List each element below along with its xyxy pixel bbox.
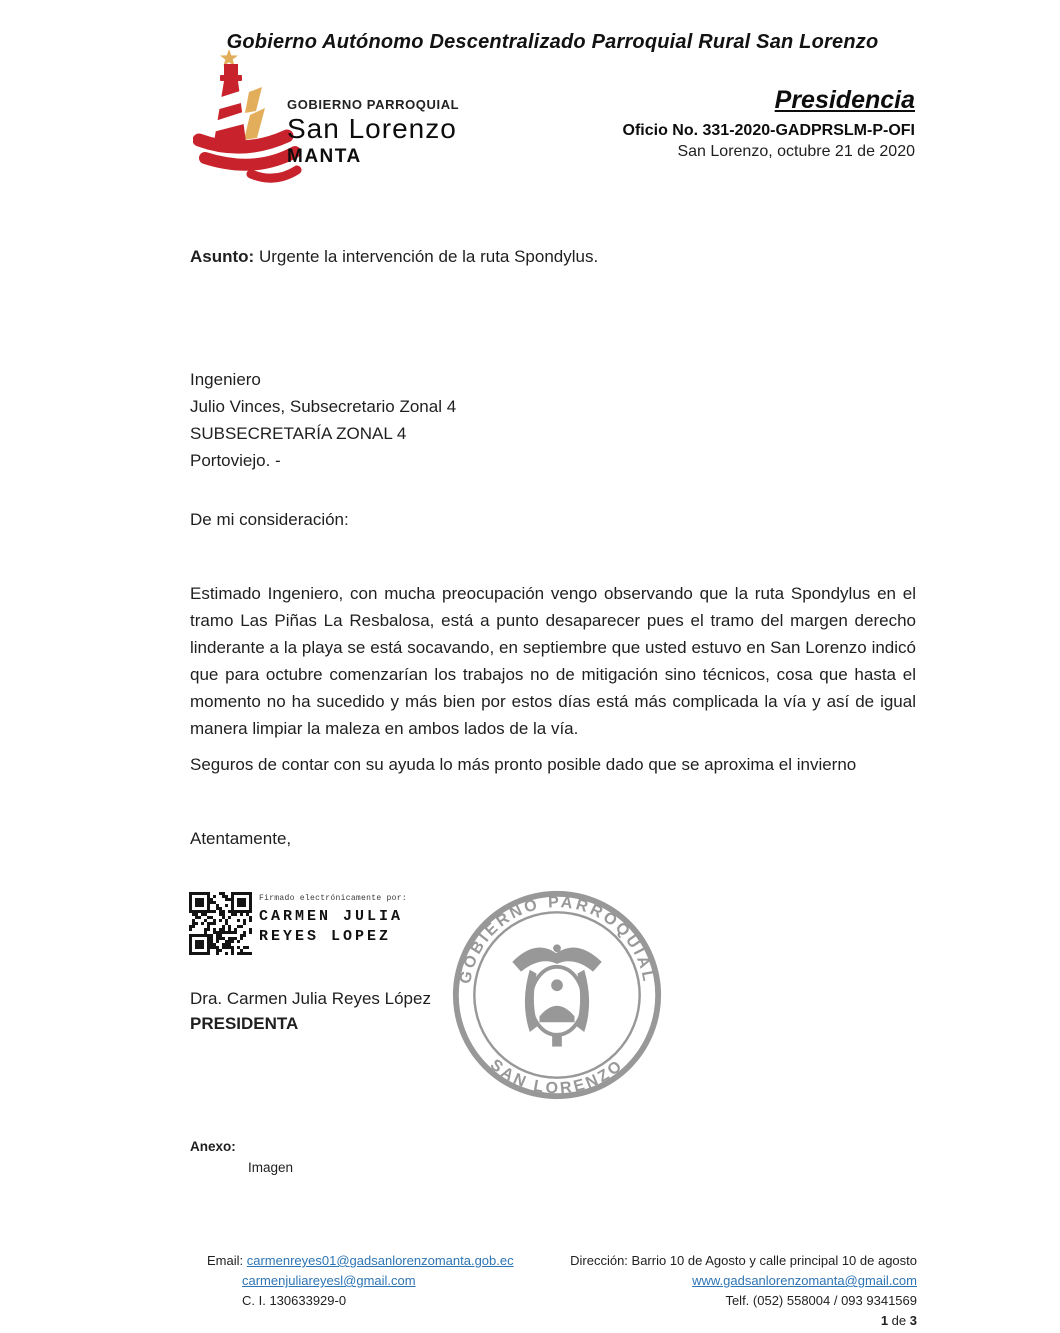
logo-city-line: MANTA [287, 146, 362, 167]
parish-seal-icon [450, 883, 664, 1107]
seal-top-text: GOBIERNO PARROQUIAL [456, 893, 658, 986]
logo-wordmark [287, 97, 459, 168]
dateline: San Lorenzo, octubre 21 de 2020 [677, 143, 915, 160]
logo-org-line: GOBIERNO PARROQUIAL [287, 97, 460, 112]
oficio-number: Oficio No. 331-2020-GADPRSLM-P-OFI [622, 122, 915, 139]
recipient-line: Julio Vinces, Subsecretario Zonal 4 [190, 397, 457, 416]
page-current: 1 [880, 1313, 889, 1328]
subject-text: Urgente la intervención de la ruta Spondylus. [254, 247, 599, 266]
subject-line [190, 247, 598, 267]
office-block [623, 86, 916, 161]
farewell: Atentamente, [190, 829, 292, 848]
logo-name-line: San Lorenzo [287, 113, 457, 144]
footer-address-block [570, 1251, 917, 1331]
id-number: C. I. 130633929-0 [242, 1293, 347, 1308]
seal-bottom-text: SAN LORENZO [486, 1055, 628, 1098]
signer-title: PRESIDENTA [190, 1014, 299, 1033]
recipient-line: Portoviejo. - [190, 451, 281, 470]
page-number [570, 1311, 917, 1331]
closing-paragraph: Seguros de contar con su ayuda lo más pronto posible dado que se aproxima el invierno [190, 755, 857, 774]
svg-text:GOBIERNO PARROQUIAL [456, 893, 658, 985]
footer-contact-block [207, 1251, 514, 1311]
signer-block [190, 986, 431, 1036]
office-heading: Presidencia [774, 86, 915, 114]
body-paragraph: Estimado Ingeniero, con mucha preocupación vengo observando que la ruta Spondylus en el tramo Las Piñas La Resbalosa, está a punto desaparecer pues el tramo del margen derecho linderante a la playa se está socavando, en septiembre que usted estuvo en San Lorenzo indicó que para octubre comenzarían los trabajos no de mitigación sino técnicos, cosa que hasta el momento no ha sucedido y más bien por estos días está más complicada la vía y así de igual manera limpiar la maleza en ambos lados de la vía. [190, 584, 916, 738]
email-label: Email: [207, 1253, 244, 1268]
recipient-line: SUBSECRETARÍA ZONAL 4 [190, 424, 407, 443]
address-line: Dirección: Barrio 10 de Agosto y calle principal 10 de agosto [570, 1253, 917, 1268]
electronic-signature-stamp [188, 891, 407, 955]
website-link[interactable]: www.gadsanlorenzomanta@gmail.com [692, 1273, 917, 1288]
subject-label: Asunto: [190, 247, 255, 266]
page-total: 3 [909, 1313, 917, 1328]
recipient-block [190, 366, 456, 474]
stamp-name-line1: CARMEN JULIA [259, 908, 404, 925]
stamp-label: Firmado electrónicamente por: [259, 894, 407, 903]
document-title: Gobierno Autónomo Descentralizado Parroquial Rural San Lorenzo [226, 31, 879, 53]
recipient-line: Ingeniero [190, 370, 261, 389]
annex-block [190, 1139, 293, 1175]
qr-code-icon [188, 891, 252, 955]
annex-label: Anexo: [190, 1139, 236, 1154]
email-primary-link[interactable]: carmenreyes01@gadsanlorenzomanta.gob.ec [246, 1253, 514, 1268]
annex-value: Imagen [248, 1160, 294, 1175]
stamp-name-line2: REYES LOPEZ [259, 928, 392, 945]
coat-of-arms-icon [512, 944, 601, 1046]
phone-line: Telf. (052) 558004 / 093 9341569 [725, 1293, 917, 1308]
email-secondary-link[interactable]: carmenjuliareyesl@gmail.com [242, 1273, 416, 1288]
salutation: De mi consideración: [190, 510, 349, 529]
page-separator: de [891, 1313, 907, 1328]
signer-name: Dra. Carmen Julia Reyes López [190, 989, 431, 1008]
